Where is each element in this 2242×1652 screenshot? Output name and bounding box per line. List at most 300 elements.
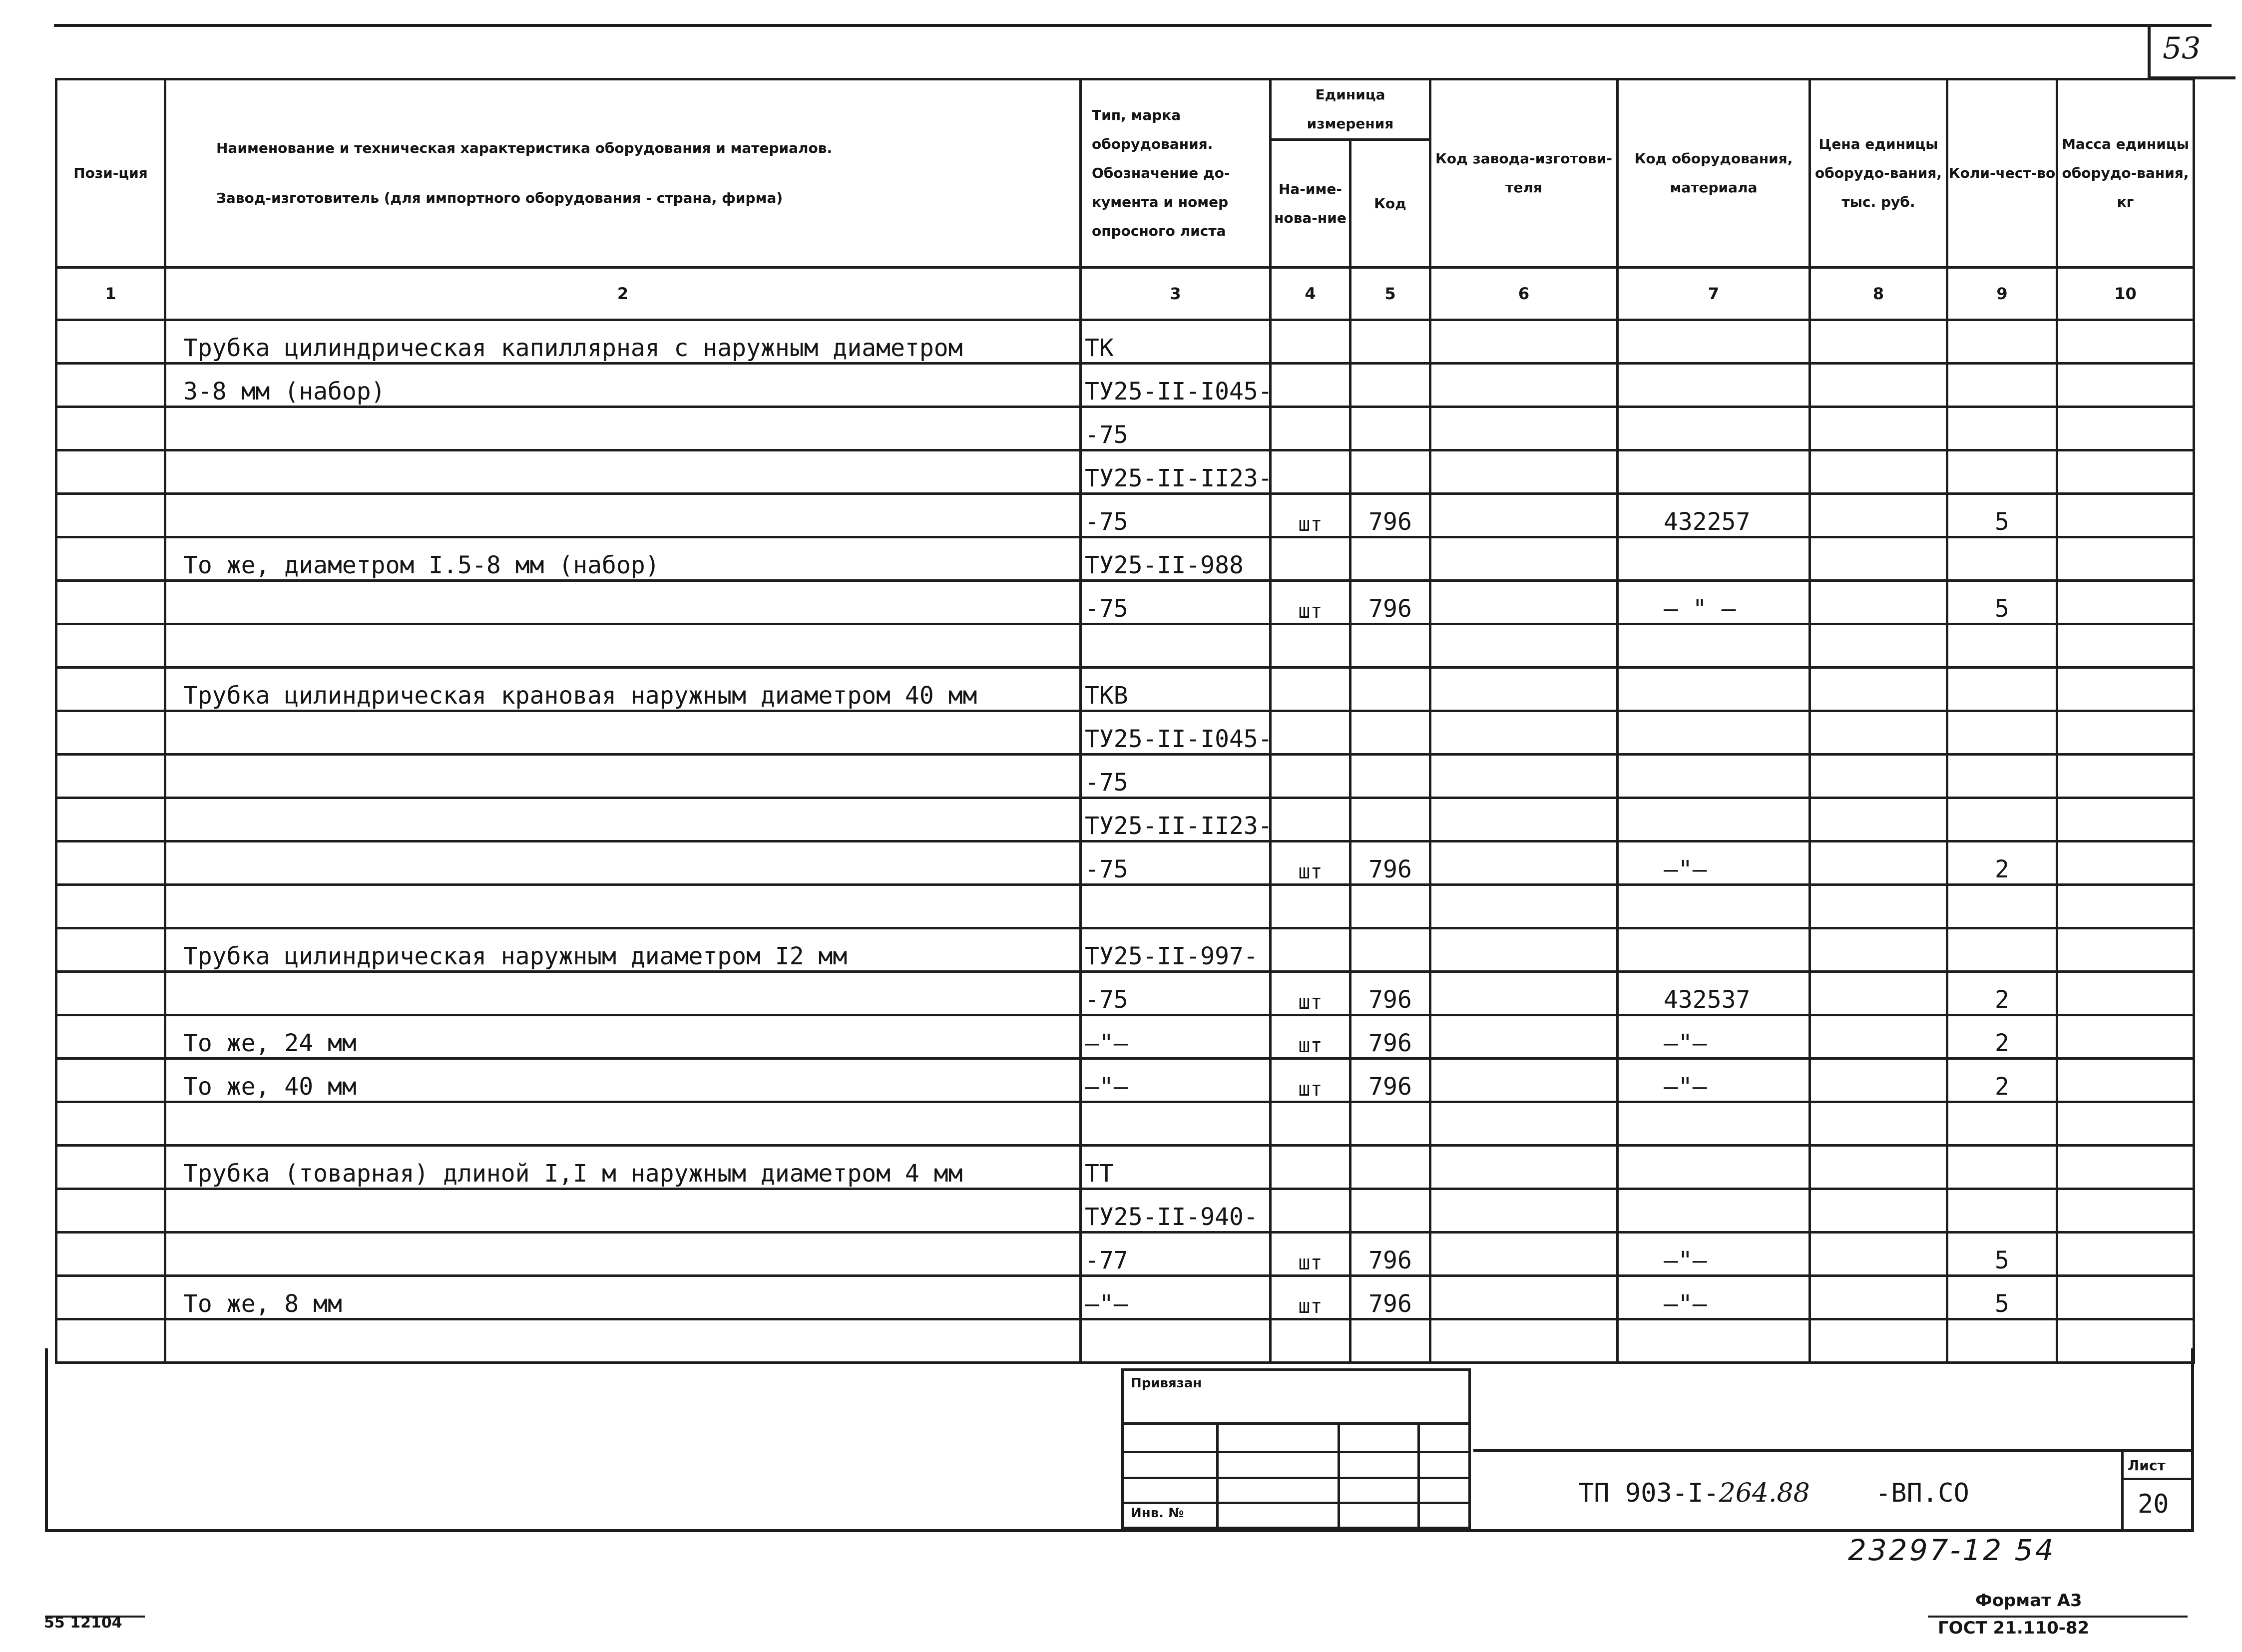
header-type-line5: опросного листа	[1092, 223, 1226, 239]
position-cell	[56, 450, 165, 494]
page-number: 53	[2163, 31, 2201, 66]
price-cell	[1810, 1015, 1947, 1059]
item-name-cell	[165, 407, 1081, 450]
document-cell: -75	[1081, 841, 1271, 885]
stamp-label: Привязан	[1131, 1376, 1202, 1391]
factory-code-cell	[1430, 1059, 1618, 1102]
item-name-cell	[165, 581, 1081, 624]
unit-code-cell: 796	[1350, 1015, 1430, 1059]
unit-name-cell	[1271, 928, 1350, 972]
header-equipment-code: Код оборудования, материала	[1618, 79, 1810, 268]
stamp-col-line	[1417, 1422, 1420, 1527]
equipment-code-cell	[1618, 537, 1810, 581]
position-cell	[56, 1276, 165, 1319]
header-row-1	[56, 79, 2194, 140]
price-cell	[1810, 1276, 1947, 1319]
document-cell: ТУ25-II-I045-	[1081, 364, 1271, 407]
header-price: Цена единицы оборудо-вания, тыс. руб.	[1810, 79, 1947, 268]
table-row	[56, 711, 2194, 755]
unit-name-cell	[1271, 1189, 1350, 1233]
unit-name-cell	[1271, 624, 1350, 668]
quantity-cell	[1947, 885, 2057, 928]
table-row	[56, 1059, 2194, 1102]
quantity-cell	[1947, 364, 2057, 407]
equipment-code-cell	[1618, 1189, 1810, 1233]
table-row	[56, 885, 2194, 928]
mass-cell	[2057, 537, 2194, 581]
item-name-cell: Трубка цилиндрическая капиллярная с наружным диаметром	[165, 320, 1081, 364]
table-row	[56, 1189, 2194, 1233]
position-cell	[56, 624, 165, 668]
position-cell	[56, 885, 165, 928]
equipment-code-cell: –"–	[1618, 1059, 1810, 1102]
stamp-row-line	[1124, 1502, 1468, 1504]
position-cell	[56, 1319, 165, 1363]
item-name-cell: Трубка (товарная) длиной I,I м наружным диаметром 4 мм	[165, 1146, 1081, 1189]
mass-cell	[2057, 407, 2194, 450]
header-type-line2: оборудования.	[1092, 136, 1213, 152]
table-row	[56, 1102, 2194, 1146]
position-cell	[56, 581, 165, 624]
price-cell	[1810, 407, 1947, 450]
table-row	[56, 755, 2194, 798]
mass-cell	[2057, 755, 2194, 798]
position-cell	[56, 1015, 165, 1059]
unit-code-cell	[1350, 668, 1430, 711]
top-rule	[54, 24, 2212, 27]
unit-name-cell: шт	[1271, 1233, 1350, 1276]
factory-code-cell	[1430, 364, 1618, 407]
document-cell	[1081, 1102, 1271, 1146]
unit-code-cell	[1350, 885, 1430, 928]
item-name-cell: То же, 8 мм	[165, 1276, 1081, 1319]
quantity-cell	[1947, 798, 2057, 841]
factory-code-cell	[1430, 755, 1618, 798]
equipment-code-cell	[1618, 320, 1810, 364]
mass-cell	[2057, 1146, 2194, 1189]
unit-name-cell	[1271, 1319, 1350, 1363]
archive-code: 55 12104	[44, 1614, 122, 1632]
item-name-cell	[165, 755, 1081, 798]
table-row	[56, 494, 2194, 537]
position-cell	[56, 537, 165, 581]
position-cell	[56, 1189, 165, 1233]
quantity-cell	[1947, 1319, 2057, 1363]
header-position: Пози-ция	[56, 79, 165, 268]
factory-code-cell	[1430, 407, 1618, 450]
unit-name-cell	[1271, 1102, 1350, 1146]
unit-code-cell	[1350, 450, 1430, 494]
column-number: 5	[1350, 268, 1430, 320]
mass-cell	[2057, 711, 2194, 755]
unit-code-cell: 796	[1350, 494, 1430, 537]
equipment-code-cell	[1618, 928, 1810, 972]
mass-cell	[2057, 581, 2194, 624]
item-name-cell	[165, 972, 1081, 1015]
quantity-cell: 5	[1947, 1233, 2057, 1276]
position-cell	[56, 364, 165, 407]
sheet-label: Лист	[2128, 1457, 2166, 1474]
unit-code-cell	[1350, 364, 1430, 407]
unit-name-cell	[1271, 755, 1350, 798]
equipment-code-cell	[1618, 624, 1810, 668]
document-cell: -75	[1081, 972, 1271, 1015]
header-type-line4: кумента и номер	[1092, 194, 1229, 210]
price-cell	[1810, 1059, 1947, 1102]
table-row	[56, 1146, 2194, 1189]
item-name-cell	[165, 1233, 1081, 1276]
mass-cell	[2057, 1059, 2194, 1102]
item-name-cell	[165, 1189, 1081, 1233]
equipment-code-cell	[1618, 407, 1810, 450]
equipment-code-cell	[1618, 798, 1810, 841]
factory-code-cell	[1430, 1233, 1618, 1276]
table-row	[56, 364, 2194, 407]
table-row	[56, 1276, 2194, 1319]
price-cell	[1810, 1233, 1947, 1276]
mass-cell	[2057, 364, 2194, 407]
price-cell	[1810, 364, 1947, 407]
mass-cell	[2057, 668, 2194, 711]
table-row	[56, 972, 2194, 1015]
mass-cell	[2057, 841, 2194, 885]
table-row	[56, 320, 2194, 364]
table-row	[56, 928, 2194, 972]
mass-cell	[2057, 1319, 2194, 1363]
price-cell	[1810, 537, 1947, 581]
sheet-number: 20	[2138, 1489, 2169, 1519]
document-cell: ТУ25-II-940-	[1081, 1189, 1271, 1233]
stamp-row-line	[1124, 1422, 1468, 1425]
header-name-line2: Завод-изготовитель (для импортного оборудования - страна, фирма)	[216, 190, 783, 206]
unit-name-cell: шт	[1271, 1276, 1350, 1319]
document-cell: ТУ25-II-988	[1081, 537, 1271, 581]
mass-cell	[2057, 1102, 2194, 1146]
unit-code-cell	[1350, 798, 1430, 841]
item-name-cell	[165, 624, 1081, 668]
mass-cell	[2057, 320, 2194, 364]
quantity-cell	[1947, 711, 2057, 755]
quantity-cell: 5	[1947, 494, 2057, 537]
factory-code-cell	[1430, 841, 1618, 885]
price-cell	[1810, 711, 1947, 755]
table-row	[56, 1319, 2194, 1363]
unit-name-cell	[1271, 885, 1350, 928]
item-name-cell	[165, 494, 1081, 537]
header-type-line1: Тип, марка	[1092, 107, 1181, 123]
price-cell	[1810, 972, 1947, 1015]
header-factory-code: Код завода-изготови-теля	[1430, 79, 1618, 268]
factory-code-cell	[1430, 885, 1618, 928]
equipment-code-cell	[1618, 711, 1810, 755]
factory-code-cell	[1430, 1319, 1618, 1363]
quantity-cell: 2	[1947, 972, 2057, 1015]
price-cell	[1810, 1319, 1947, 1363]
factory-code-cell	[1430, 537, 1618, 581]
price-cell	[1810, 450, 1947, 494]
format-line	[1928, 1616, 2188, 1618]
equipment-code-cell	[1618, 450, 1810, 494]
document-cell: ТКВ	[1081, 668, 1271, 711]
unit-code-cell: 796	[1350, 1059, 1430, 1102]
mass-cell	[2057, 928, 2194, 972]
item-name-cell	[165, 885, 1081, 928]
frame-bottom-line	[45, 1529, 2193, 1532]
item-name-cell: То же, диаметром I.5-8 мм (набор)	[165, 537, 1081, 581]
quantity-cell	[1947, 450, 2057, 494]
item-name-cell	[165, 798, 1081, 841]
document-cell: -75	[1081, 755, 1271, 798]
quantity-cell	[1947, 668, 2057, 711]
document-cell	[1081, 1319, 1271, 1363]
mass-cell	[2057, 798, 2194, 841]
stamp-row-line	[1124, 1477, 1468, 1479]
gost-label: ГОСТ 21.110-82	[1938, 1618, 2090, 1638]
position-cell	[56, 928, 165, 972]
factory-code-cell	[1430, 1276, 1618, 1319]
mass-cell	[2057, 1233, 2194, 1276]
mass-cell	[2057, 885, 2194, 928]
equipment-code-cell: –"–	[1618, 841, 1810, 885]
document-cell: -77	[1081, 1233, 1271, 1276]
item-name-cell	[165, 1319, 1081, 1363]
unit-name-cell	[1271, 364, 1350, 407]
document-cell: ТК	[1081, 320, 1271, 364]
position-cell	[56, 841, 165, 885]
unit-code-cell	[1350, 928, 1430, 972]
quantity-cell	[1947, 1189, 2057, 1233]
table-row	[56, 537, 2194, 581]
document-code-number: 264.88	[1719, 1478, 1810, 1508]
equipment-code-cell	[1618, 1319, 1810, 1363]
position-cell	[56, 798, 165, 841]
column-number: 2	[165, 268, 1081, 320]
column-number: 3	[1081, 268, 1271, 320]
quantity-cell: 2	[1947, 1059, 2057, 1102]
unit-code-cell	[1350, 537, 1430, 581]
unit-name-cell	[1271, 450, 1350, 494]
unit-code-cell	[1350, 1189, 1430, 1233]
table-row	[56, 668, 2194, 711]
unit-code-cell	[1350, 1146, 1430, 1189]
table-row	[56, 450, 2194, 494]
factory-code-cell	[1430, 711, 1618, 755]
unit-name-cell: шт	[1271, 841, 1350, 885]
position-cell	[56, 1059, 165, 1102]
unit-name-cell	[1271, 711, 1350, 755]
unit-code-cell: 796	[1350, 972, 1430, 1015]
quantity-cell: 5	[1947, 1276, 2057, 1319]
stamp-row-line	[1124, 1451, 1468, 1453]
unit-name-cell: шт	[1271, 1059, 1350, 1102]
unit-code-cell: 796	[1350, 1233, 1430, 1276]
mass-cell	[2057, 494, 2194, 537]
document-cell: -75	[1081, 581, 1271, 624]
price-cell	[1810, 755, 1947, 798]
position-cell	[56, 407, 165, 450]
title-block-separator	[1473, 1449, 2193, 1452]
position-cell	[56, 668, 165, 711]
factory-code-cell	[1430, 494, 1618, 537]
equipment-code-cell: –"–	[1618, 1015, 1810, 1059]
unit-name-cell	[1271, 407, 1350, 450]
inventory-label: Инв. №	[1131, 1506, 1184, 1521]
document-cell: -75	[1081, 407, 1271, 450]
table-row	[56, 798, 2194, 841]
equipment-code-cell	[1618, 885, 1810, 928]
column-number: 4	[1271, 268, 1350, 320]
header-mass: Масса единицы оборудо-вания, кг	[2057, 79, 2194, 268]
unit-code-cell: 796	[1350, 581, 1430, 624]
column-number: 7	[1618, 268, 1810, 320]
unit-code-cell: 796	[1350, 1276, 1430, 1319]
document-cell: ТУ25-II-II23-	[1081, 450, 1271, 494]
position-cell	[56, 494, 165, 537]
equipment-code-cell	[1618, 1102, 1810, 1146]
mass-cell	[2057, 1015, 2194, 1059]
document-code	[1578, 1478, 1810, 1508]
table-row	[56, 841, 2194, 885]
handwritten-number: 23297-12 54	[1848, 1533, 2056, 1567]
factory-code-cell	[1430, 581, 1618, 624]
quantity-cell	[1947, 624, 2057, 668]
position-cell	[56, 1102, 165, 1146]
column-number-row	[56, 268, 2194, 320]
format-label: Формат А3	[1975, 1591, 2082, 1611]
quantity-cell	[1947, 407, 2057, 450]
column-number: 10	[2057, 268, 2194, 320]
unit-name-cell: шт	[1271, 1015, 1350, 1059]
factory-code-cell	[1430, 320, 1618, 364]
item-name-cell: То же, 40 мм	[165, 1059, 1081, 1102]
mass-cell	[2057, 1276, 2194, 1319]
document-cell: ТУ25-II-II23-	[1081, 798, 1271, 841]
item-name-cell: 3-8 мм (набор)	[165, 364, 1081, 407]
column-number: 9	[1947, 268, 2057, 320]
unit-name-cell	[1271, 1146, 1350, 1189]
quantity-cell	[1947, 1146, 2057, 1189]
price-cell	[1810, 885, 1947, 928]
item-name-cell	[165, 841, 1081, 885]
table-row	[56, 407, 2194, 450]
price-cell	[1810, 1102, 1947, 1146]
unit-name-cell: шт	[1271, 494, 1350, 537]
factory-code-cell	[1430, 450, 1618, 494]
quantity-cell: 5	[1947, 581, 2057, 624]
quantity-cell	[1947, 320, 2057, 364]
document-cell: ТУ25-II-I045-	[1081, 711, 1271, 755]
item-name-cell: Трубка цилиндрическая наружным диаметром I2 мм	[165, 928, 1081, 972]
price-cell	[1810, 841, 1947, 885]
equipment-code-cell	[1618, 755, 1810, 798]
equipment-code-cell: 432537	[1618, 972, 1810, 1015]
quantity-cell	[1947, 928, 2057, 972]
equipment-code-cell: –"–	[1618, 1276, 1810, 1319]
unit-code-cell	[1350, 624, 1430, 668]
price-cell	[1810, 624, 1947, 668]
price-cell	[1810, 1189, 1947, 1233]
table-row	[56, 624, 2194, 668]
header-unit-group: Единица измерения	[1271, 79, 1430, 140]
document-cell: ТТ	[1081, 1146, 1271, 1189]
position-cell	[56, 755, 165, 798]
unit-name-cell	[1271, 798, 1350, 841]
item-name-cell	[165, 450, 1081, 494]
factory-code-cell	[1430, 1189, 1618, 1233]
mass-cell	[2057, 972, 2194, 1015]
column-number: 8	[1810, 268, 1947, 320]
position-cell	[56, 1233, 165, 1276]
column-number: 6	[1430, 268, 1618, 320]
binding-stamp	[1121, 1368, 1471, 1529]
item-name-cell: То же, 24 мм	[165, 1015, 1081, 1059]
item-name-cell	[165, 711, 1081, 755]
unit-code-cell	[1350, 320, 1430, 364]
quantity-cell: 2	[1947, 841, 2057, 885]
factory-code-cell	[1430, 624, 1618, 668]
equipment-code-cell: –"–	[1618, 1233, 1810, 1276]
item-name-cell	[165, 1102, 1081, 1146]
price-cell	[1810, 581, 1947, 624]
table-row	[56, 1233, 2194, 1276]
header-type	[1081, 79, 1271, 268]
document-code-suffix: -ВП.СО	[1875, 1478, 1969, 1508]
factory-code-cell	[1430, 1015, 1618, 1059]
document-cell	[1081, 624, 1271, 668]
price-cell	[1810, 668, 1947, 711]
document-cell: –"–	[1081, 1059, 1271, 1102]
stamp-col-line	[1216, 1422, 1219, 1527]
mass-cell	[2057, 1189, 2194, 1233]
factory-code-cell	[1430, 798, 1618, 841]
unit-code-cell	[1350, 755, 1430, 798]
header-type-line3: Обозначение до-	[1092, 165, 1230, 181]
unit-code-cell	[1350, 711, 1430, 755]
document-code-prefix: ТП 903-I-	[1578, 1478, 1719, 1508]
position-cell	[56, 972, 165, 1015]
document-cell: –"–	[1081, 1015, 1271, 1059]
factory-code-cell	[1430, 1146, 1618, 1189]
document-cell: ТУ25-II-997-	[1081, 928, 1271, 972]
unit-code-cell	[1350, 407, 1430, 450]
quantity-cell	[1947, 1102, 2057, 1146]
factory-code-cell	[1430, 1102, 1618, 1146]
specification-table	[55, 78, 2195, 1364]
column-number: 1	[56, 268, 165, 320]
price-cell	[1810, 928, 1947, 972]
mass-cell	[2057, 450, 2194, 494]
document-cell: –"–	[1081, 1276, 1271, 1319]
equipment-code-cell: – " –	[1618, 581, 1810, 624]
table-row	[56, 581, 2194, 624]
header-quantity: Коли-чест-во	[1947, 79, 2057, 268]
equipment-code-cell	[1618, 668, 1810, 711]
unit-code-cell	[1350, 1319, 1430, 1363]
unit-name-cell	[1271, 537, 1350, 581]
factory-code-cell	[1430, 928, 1618, 972]
quantity-cell	[1947, 755, 2057, 798]
item-name-cell: Трубка цилиндрическая крановая наружным диаметром 40 мм	[165, 668, 1081, 711]
position-cell	[56, 320, 165, 364]
unit-name-cell: шт	[1271, 581, 1350, 624]
document-cell: -75	[1081, 494, 1271, 537]
equipment-code-cell: 432257	[1618, 494, 1810, 537]
price-cell	[1810, 494, 1947, 537]
equipment-code-cell	[1618, 364, 1810, 407]
price-cell	[1810, 1146, 1947, 1189]
mass-cell	[2057, 624, 2194, 668]
quantity-cell	[1947, 537, 2057, 581]
